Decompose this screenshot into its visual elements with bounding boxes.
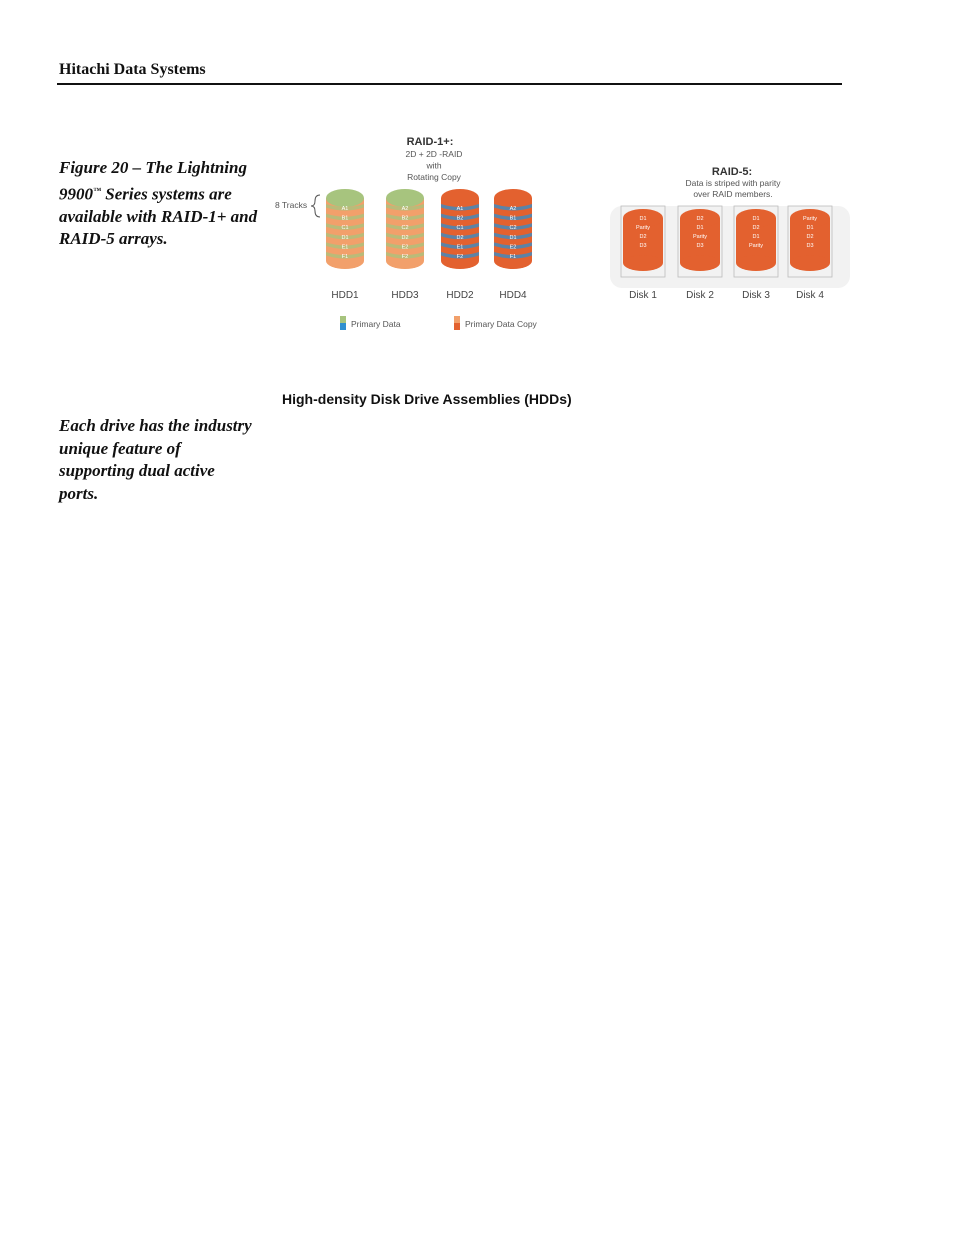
- hdd-label: HDD1: [331, 290, 359, 301]
- running-header: Hitachi Data Systems: [59, 61, 206, 78]
- disk-label: Disk 1: [629, 290, 657, 301]
- disk-item-label: D2: [639, 234, 647, 240]
- disk-label: Disk 2: [686, 290, 714, 301]
- hdd-track-label: A1: [456, 206, 464, 212]
- hdd-track-label: A2: [401, 206, 409, 212]
- disk-item-label: D2: [752, 225, 760, 231]
- section-heading: High-density Disk Drive Assemblies (HDDs): [282, 391, 572, 407]
- disk-item-label: D3: [639, 243, 647, 249]
- hdd-top-platter: [326, 189, 364, 207]
- disk-item-label: Parity: [748, 243, 764, 249]
- raid5-title: RAID-5:: [711, 166, 753, 178]
- disk-item-label: Parity: [802, 216, 818, 222]
- trademark-mark: ™: [93, 185, 101, 195]
- legend-swatch: [340, 323, 346, 330]
- figure-caption-suffix: Series systems are available with RAID-1+ and RAID-5 arrays.: [59, 184, 258, 249]
- hdd-track-label: B2: [456, 215, 464, 222]
- hdd-track-label: B1: [509, 215, 517, 222]
- hdd-label: HDD2: [446, 290, 474, 301]
- disk-item-label: D1: [752, 216, 760, 222]
- hdd-track-label: E1: [341, 244, 349, 251]
- disk-item-label: D1: [806, 225, 814, 231]
- hdd-track-label: F2: [401, 254, 409, 260]
- hdd-track-label: C1: [341, 225, 349, 232]
- raid5-subtitle-line: over RAID members.: [693, 189, 773, 199]
- hdd-top-platter: [494, 189, 532, 207]
- legend-swatch: [340, 316, 346, 323]
- disk-item-label: Parity: [692, 234, 708, 240]
- sidebar-note: Each drive has the industry unique feature of supporting dual active ports.: [59, 416, 252, 503]
- hdd-top-platter: [441, 189, 479, 207]
- hdd-track-label: E1: [456, 244, 464, 251]
- tracks-label: 8 Tracks: [275, 200, 308, 210]
- hdd-label: HDD3: [391, 290, 419, 301]
- raid-figure: [270, 128, 860, 343]
- figure-caption: [59, 157, 259, 251]
- header-rule: [57, 83, 842, 85]
- hdd-track-label: F1: [341, 254, 349, 260]
- hdd-track-label: C1: [456, 225, 464, 232]
- raid1-subtitle-line: with: [426, 160, 442, 171]
- hdd-track-label: D2: [456, 234, 464, 241]
- disk-bottom-platter: [790, 255, 830, 271]
- disk-item-label: D2: [806, 234, 814, 240]
- disk-item-label: D1: [696, 225, 704, 231]
- disk-bottom-platter: [623, 255, 663, 271]
- raid-diagram: [270, 128, 860, 343]
- disk-bottom-platter: [736, 255, 776, 271]
- tracks-brace: [311, 195, 320, 217]
- hdd-track-label: B1: [341, 215, 349, 222]
- hdd-track-label: C2: [509, 225, 517, 232]
- hdd-track-label: E2: [509, 244, 517, 251]
- disk-item-label: D3: [696, 243, 704, 249]
- hdd-track-label: E2: [401, 244, 409, 251]
- disk-bottom-platter: [680, 255, 720, 271]
- disk-item-label: D3: [806, 243, 814, 249]
- disk-label: Disk 3: [742, 290, 770, 301]
- hdd-top-platter: [386, 189, 424, 207]
- hdd-track-label: A1: [341, 206, 349, 212]
- disk-item-label: D2: [696, 216, 704, 222]
- legend-label: Primary Data: [351, 319, 401, 329]
- disk-item-label: D1: [752, 234, 760, 240]
- legend-label: Primary Data Copy: [465, 319, 537, 329]
- hdd-track-label: B2: [401, 215, 409, 222]
- disk-label: Disk 4: [796, 290, 824, 301]
- hdd-label: HDD4: [499, 290, 527, 301]
- hdd-track-label: F1: [509, 254, 517, 260]
- hdd-track-label: C2: [401, 225, 409, 232]
- hdd-track-label: D1: [341, 234, 349, 241]
- hdd-track-label: F2: [456, 254, 464, 260]
- legend-swatch: [454, 323, 460, 330]
- hdd-track-label: D1: [509, 234, 517, 241]
- disk-item-label: Parity: [635, 225, 651, 231]
- raid5-subtitle-line: Data is striped with parity: [685, 178, 781, 188]
- hdd-track-label: A2: [509, 206, 517, 212]
- legend-swatch: [454, 316, 460, 323]
- hdd-track-label: D2: [401, 234, 409, 241]
- figure-caption-prefix: Figure 20 – The Lightning 9900: [59, 158, 247, 204]
- raid1-subtitle-line: 2D + 2D -RAID: [405, 149, 463, 159]
- raid1-subtitle-line: Rotating Copy: [407, 172, 461, 182]
- disk-item-label: D1: [639, 216, 647, 222]
- raid1-title: RAID-1+:: [406, 136, 454, 148]
